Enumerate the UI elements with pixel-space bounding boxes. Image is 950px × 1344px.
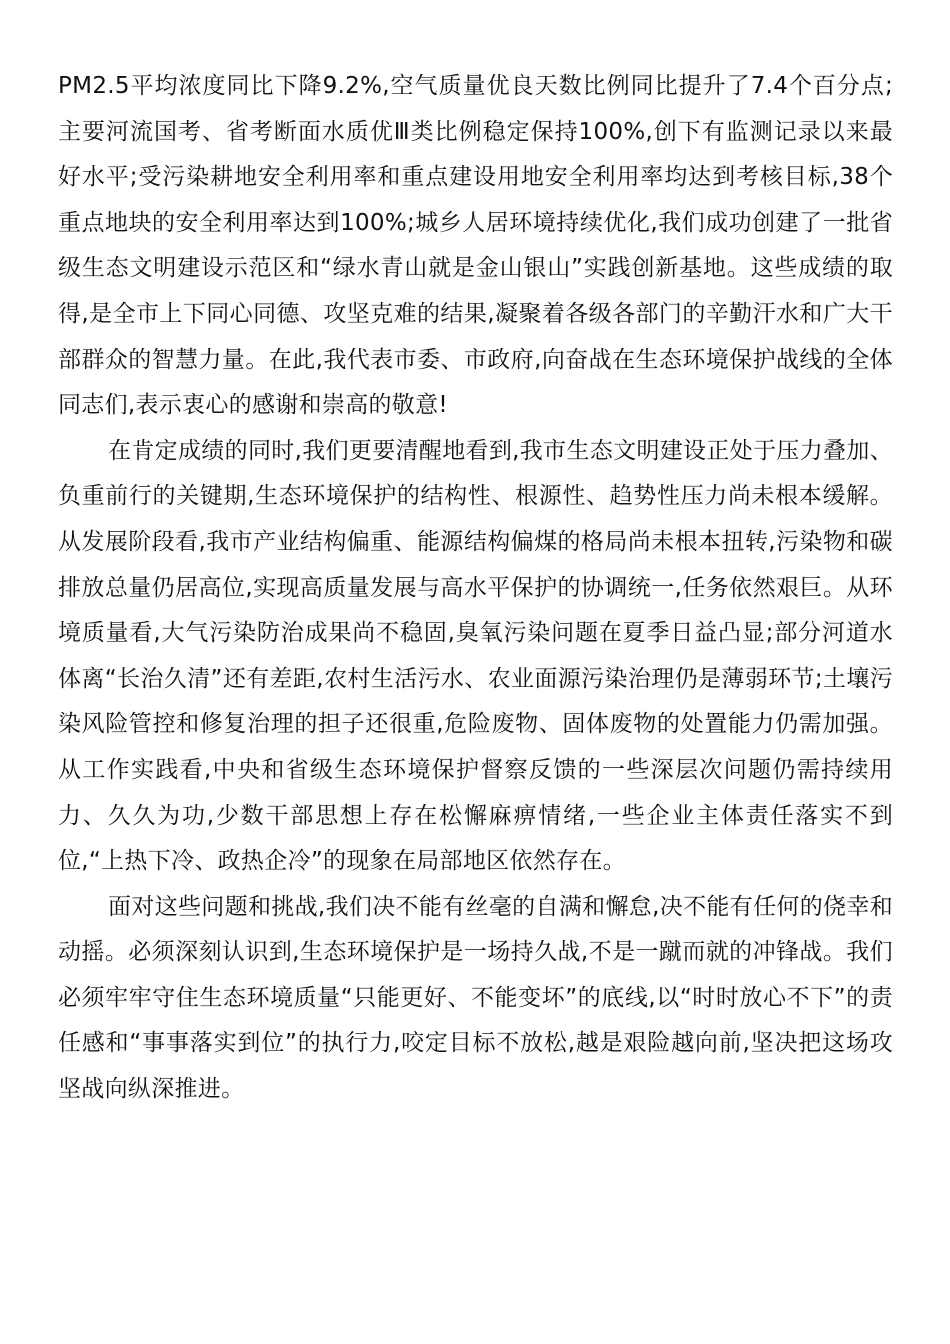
document-page [58, 64, 893, 1113]
paragraph-resolve: 面对这些问题和挑战,我们决不能有丝毫的自满和懈怠,决不能有任何的侥幸和动摇。必须深刻认识到,生态环境保护是一场持久战,不是一蹴而就的冲锋战。我们必须牢牢守住生态环境质量“只能更好、不能变坏”的底线,以“时时放心不下”的责任感和“事事落实到位”的执行力,咬定目标不放松,越是艰险越向前,坚决把这场攻坚战向纵深推进。 [58, 893, 893, 1103]
paragraph-achievements: PM2.5平均浓度同比下降9.2%,空气质量优良天数比例同比提升了7.4个百分点;主要河流国考、省考断面水质优Ⅲ类比例稳定保持100%,创下有监测记录以来最好水平;受污染耕地安全利用率和重点建设用地安全利用率均达到考核目标,38个重点地块的安全利用率达到100%;城乡人居环境持续优化,我们成功创建了一批省级生态文明建设示范区和“绿水青山就是金山银山”实践创新基地。这些成绩的取得,是全市上下同心同德、攻坚克难的结果,凝聚着各级各部门的辛勤汗水和广大干部群众的智慧力量。在此,我代表市委、市政府,向奋战在生态环境保护战线的全体同志们,表示衷心的感谢和崇高的敬意! [58, 73, 893, 419]
paragraph-challenges: 在肯定成绩的同时,我们更要清醒地看到,我市生态文明建设正处于压力叠加、负重前行的关键期,生态环境保护的结构性、根源性、趋势性压力尚未根本缓解。从发展阶段看,我市产业结构偏重、能源结构偏煤的格局尚未根本扭转,污染物和碳排放总量仍居高位,实现高质量发展与高水平保护的协调统一,任务依然艰巨。从环境质量看,大气污染防治成果尚不稳固,臭氧污染问题在夏季日益凸显;部分河道水体离“长治久清”还有差距,农村生活污水、农业面源污染治理仍是薄弱环节;土壤污染风险管控和修复治理的担子还很重,危险废物、固体废物的处置能力仍需加强。从工作实践看,中央和省级生态环境保护督察反馈的一些深层次问题仍需持续用力、久久为功,少数干部思想上存在松懈麻痹情绪,一些企业主体责任落实不到位,“上热下冷、政热企冷”的现象在局部地区依然存在。 [58, 437, 893, 875]
